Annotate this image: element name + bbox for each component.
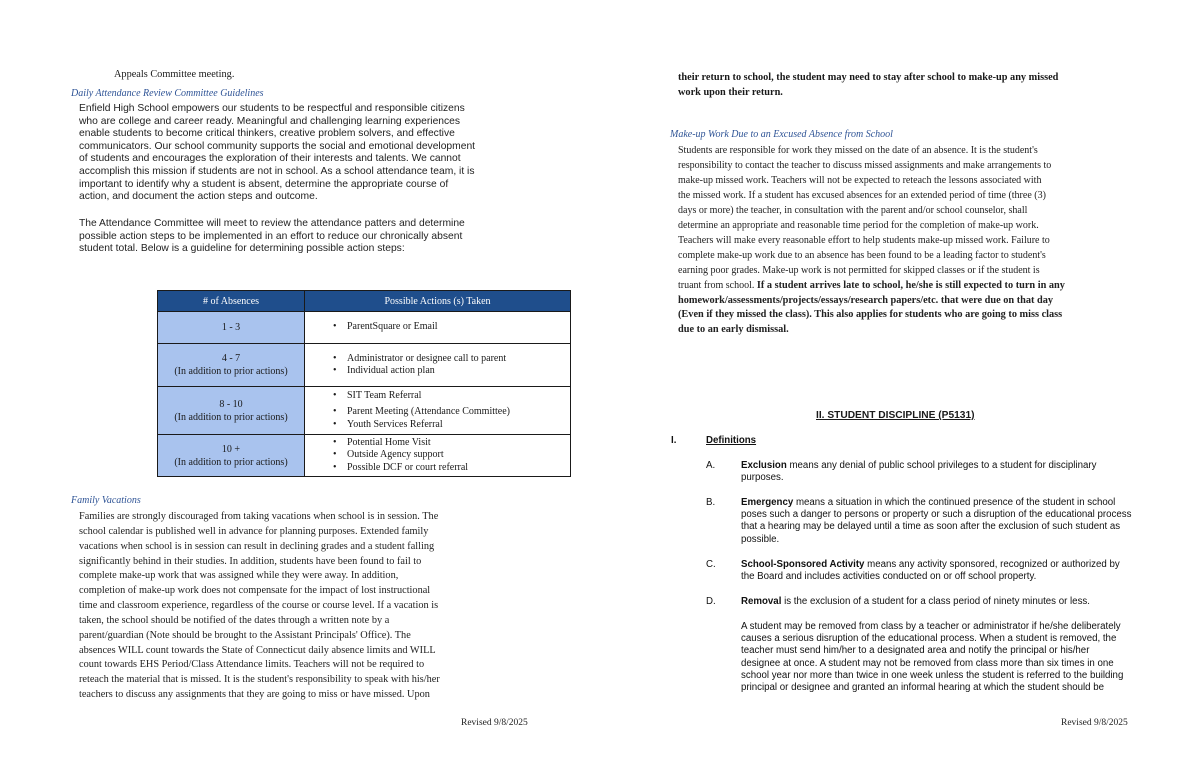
table-row [158, 312, 571, 344]
makeup-line: complete make-up work due to an absence has been found to be a leading factor to student's [678, 249, 1046, 261]
absence-range: 1 - 3 [221, 322, 241, 333]
action-item: • Potential Home Visit [333, 437, 570, 450]
definition-text: poses such a danger to persons or property or such a disruption of the educational process [741, 509, 1132, 521]
vacation-line: reteach the material that is missed. It is the student's responsibility to speak with his/her [79, 674, 440, 686]
vacation-line: completion of make-up work does not compensate for the impact of lost instructional [79, 585, 431, 597]
intro-line: action, and document the action steps and outcome. [79, 191, 318, 203]
action-item: • Youth Services Referral [333, 419, 570, 432]
definition-text: purposes. [741, 472, 784, 484]
action-item: • Administrator or designee call to parent [333, 353, 570, 366]
makeup-line: earning poor grades. Make-up work is not permitted for skipped classes or if the student is [678, 264, 1040, 276]
absence-note: (In addition to prior actions) [174, 456, 288, 468]
definition-letter: A. [706, 460, 716, 471]
absence-range-cell [158, 344, 305, 387]
definition-text: means a situation in which the continued presence of the student in school [795, 497, 1116, 508]
header-actions: Possible Actions (s) Taken [305, 291, 571, 312]
removal-line: designee at once. A student may not be removed from class more than six times in one [741, 657, 1114, 669]
makeup-line: responsibility to contact the teacher to discuss missed assignments and make arrangements to [678, 159, 1052, 171]
action-item: • Individual action plan [333, 365, 570, 378]
intro-line: who are college and career ready. Meaningful and challenging learning experiences [79, 115, 461, 127]
absence-note: (In addition to prior actions) [174, 411, 288, 423]
makeup-plain-text: truant from school. [678, 279, 755, 291]
committee-line: possible action steps to be implemented in an effort to reduce our chronically absent [79, 230, 463, 242]
vacation-line: count towards EHS Period/Class Attendance limits. Teachers will not be required to [79, 659, 425, 671]
vacation-line: time and classroom experience, regardless of the course or course level. If a vacation is [79, 600, 439, 612]
definition-removal [741, 596, 1090, 608]
table-header-row [158, 291, 571, 312]
makeup-line-mixed [678, 279, 1065, 294]
action-list [305, 321, 570, 334]
definition-letter: B. [706, 497, 716, 508]
continued-line: their return to school, the student may need to stay after school to make-up any missed [678, 72, 1059, 83]
definition-emergency [741, 497, 1131, 546]
vacation-line: absences WILL count towards the State of Connecticut daily absence limits and WILL [79, 644, 436, 656]
vacation-line: parent/guardian (Note should be brought to the Assistant Principals' Office). The [79, 629, 411, 641]
action-list [305, 390, 570, 432]
action-item: • Possible DCF or court referral [333, 462, 570, 475]
table-row [158, 387, 571, 435]
revised-date: Revised 9/8/2025 [461, 718, 528, 728]
definition-text: is the exclusion of a student for a class period of ninety minutes or less. [784, 596, 1090, 607]
absence-range: 8 - 10 [219, 398, 243, 410]
committee-line: The Attendance Committee will meet to review the attendance patters and determine [79, 218, 465, 229]
intro-line: accomplish this mission if students are not in school. As a school attendance team, it is [79, 165, 475, 177]
absence-range-cell [158, 387, 305, 435]
family-vacations-heading: Family Vacations [71, 495, 141, 506]
definition-term: Exclusion [741, 460, 787, 471]
actions-cell [305, 344, 571, 387]
makeup-bold-line: homework/assessments/projects/essays/research papers/etc. that were due on that day [678, 294, 1054, 306]
absence-range: 4 - 7 [221, 353, 241, 364]
removal-line: school year nor more than twice in one week unless the student is referred to the building [741, 669, 1124, 681]
makeup-bold-line: due to an early dismissal. [678, 324, 789, 336]
header-absences: # of Absences [158, 291, 305, 312]
definition-exclusion [741, 460, 1096, 484]
makeup-line: make-up missed work. Teachers will not be expected to reteach the lessons associated with [678, 174, 1042, 186]
removal-line: causes a serious disruption of the educational process. When a student is removed, the [741, 633, 1117, 645]
definition-school-sponsored [741, 559, 1120, 583]
removal-paragraph [741, 621, 1123, 694]
action-item: • Parent Meeting (Attendance Committee) [333, 406, 570, 419]
removal-line: principal or designee and granted an informal hearing at which the student should be [741, 682, 1104, 694]
definition-letter: D. [706, 596, 716, 607]
intro-line: of students and encourages the exploration of their interests and talents. We cannot [79, 153, 461, 165]
section-title: II. STUDENT DISCIPLINE (P5131) [816, 410, 975, 421]
intro-line: Enfield High School empowers our students to be respectful and responsible citizens [79, 103, 465, 114]
definition-term: Removal [741, 596, 782, 607]
action-list [305, 437, 570, 475]
daily-attendance-heading: Daily Attendance Review Committee Guidelines [71, 88, 264, 99]
appeals-line: Appeals Committee meeting. [114, 69, 235, 80]
vacation-line: Families are strongly discouraged from taking vacations when school is in session. The [79, 511, 439, 522]
makeup-line: days or more) the teacher, in consultation with the parent and/or school counselor, shall [678, 204, 1028, 216]
vacation-line: taken, the school should be notified of the dates through a written note by a [79, 614, 390, 626]
vacation-paragraph [79, 510, 440, 703]
table-row [158, 344, 571, 387]
vacation-line: teachers to discuss any assignments that they are going to miss or have missed. Upon [79, 689, 430, 701]
definition-text: means any denial of public school privileges to a student for disciplinary [789, 460, 1097, 471]
attendance-action-table [157, 290, 571, 477]
absence-note: (In addition to prior actions) [174, 366, 288, 377]
intro-paragraph [79, 103, 499, 204]
right-page [600, 0, 1200, 776]
definition-term: Emergency [741, 497, 794, 508]
removal-line: teacher must send him/her to a designated area and notify the principal or his/her [741, 645, 1090, 657]
makeup-line: the missed work. If a student has excused absences for an extended period of time (three (3) [678, 189, 1046, 201]
definition-text: possible. [741, 533, 780, 545]
actions-cell [305, 435, 571, 477]
action-item: • ParentSquare or Email [333, 321, 570, 334]
actions-cell [305, 312, 571, 344]
absence-range-cell [158, 312, 305, 344]
makeup-paragraph [678, 144, 1065, 338]
makeup-line: determine an appropriate and reasonable time period for the completion of make-up work. [678, 219, 1039, 231]
absence-range: 10 + [221, 443, 241, 455]
definition-term: School-Sponsored Activity [741, 559, 865, 570]
vacation-line: complete make-up work that was assigned while they were away. In addition, [79, 570, 399, 582]
definition-text: the Board and includes activities conducted on or off school property. [741, 571, 1037, 583]
definitions-number: I. [671, 435, 677, 446]
action-item: • SIT Team Referral [333, 390, 570, 403]
committee-paragraph [79, 218, 499, 256]
definition-text: that a hearing may be delayed until a time as soon after the exclusion of such student as [741, 521, 1121, 533]
vacation-line: vacations when school is in session can result in declining grades and a student falling [79, 540, 435, 552]
continued-paragraph [678, 70, 1058, 100]
table-row [158, 435, 571, 477]
definitions-title: Definitions [706, 435, 757, 446]
makeup-bold-line: (Even if they missed the class). This also applies for students who are going to miss class [678, 309, 1063, 321]
vacation-line: significantly behind in their studies. In addition, students have been found to fail to [79, 555, 422, 567]
makeup-line: Teachers will make every reasonable effort to help students make-up missed work. Failure to [678, 234, 1050, 246]
absence-range-cell [158, 435, 305, 477]
action-list [305, 353, 570, 378]
definition-letter: C. [706, 559, 716, 570]
vacation-line: school calendar is published well in advance for planning purposes. Extended family [79, 525, 429, 537]
makeup-bold-text: If a student arrives late to school, he/she is still expected to turn in any [756, 279, 1065, 291]
intro-line: enable students to become critical thinkers, creative problem solvers, and effective [79, 128, 455, 140]
actions-cell [305, 387, 571, 435]
removal-line: A student may be removed from class by a teacher or administrator if he/she deliberately [741, 621, 1121, 632]
definition-text: means any activity sponsored, recognized or authorized by [867, 559, 1120, 570]
committee-line: student total. Below is a guideline for determining possible action steps: [79, 243, 405, 255]
intro-line: communicators. Our school community supports the social and emotional development [79, 140, 476, 152]
revised-date: Revised 9/8/2025 [1061, 718, 1128, 728]
makeup-work-heading: Make-up Work Due to an Excused Absence from School [670, 129, 893, 140]
intro-line: important to identify why a student is absent, determine the appropriate course of [79, 178, 449, 190]
action-item: • Outside Agency support [333, 449, 570, 462]
makeup-line: Students are responsible for work they missed on the date of an absence. It is the student's [678, 145, 1038, 156]
continued-line: work upon their return. [678, 87, 783, 98]
